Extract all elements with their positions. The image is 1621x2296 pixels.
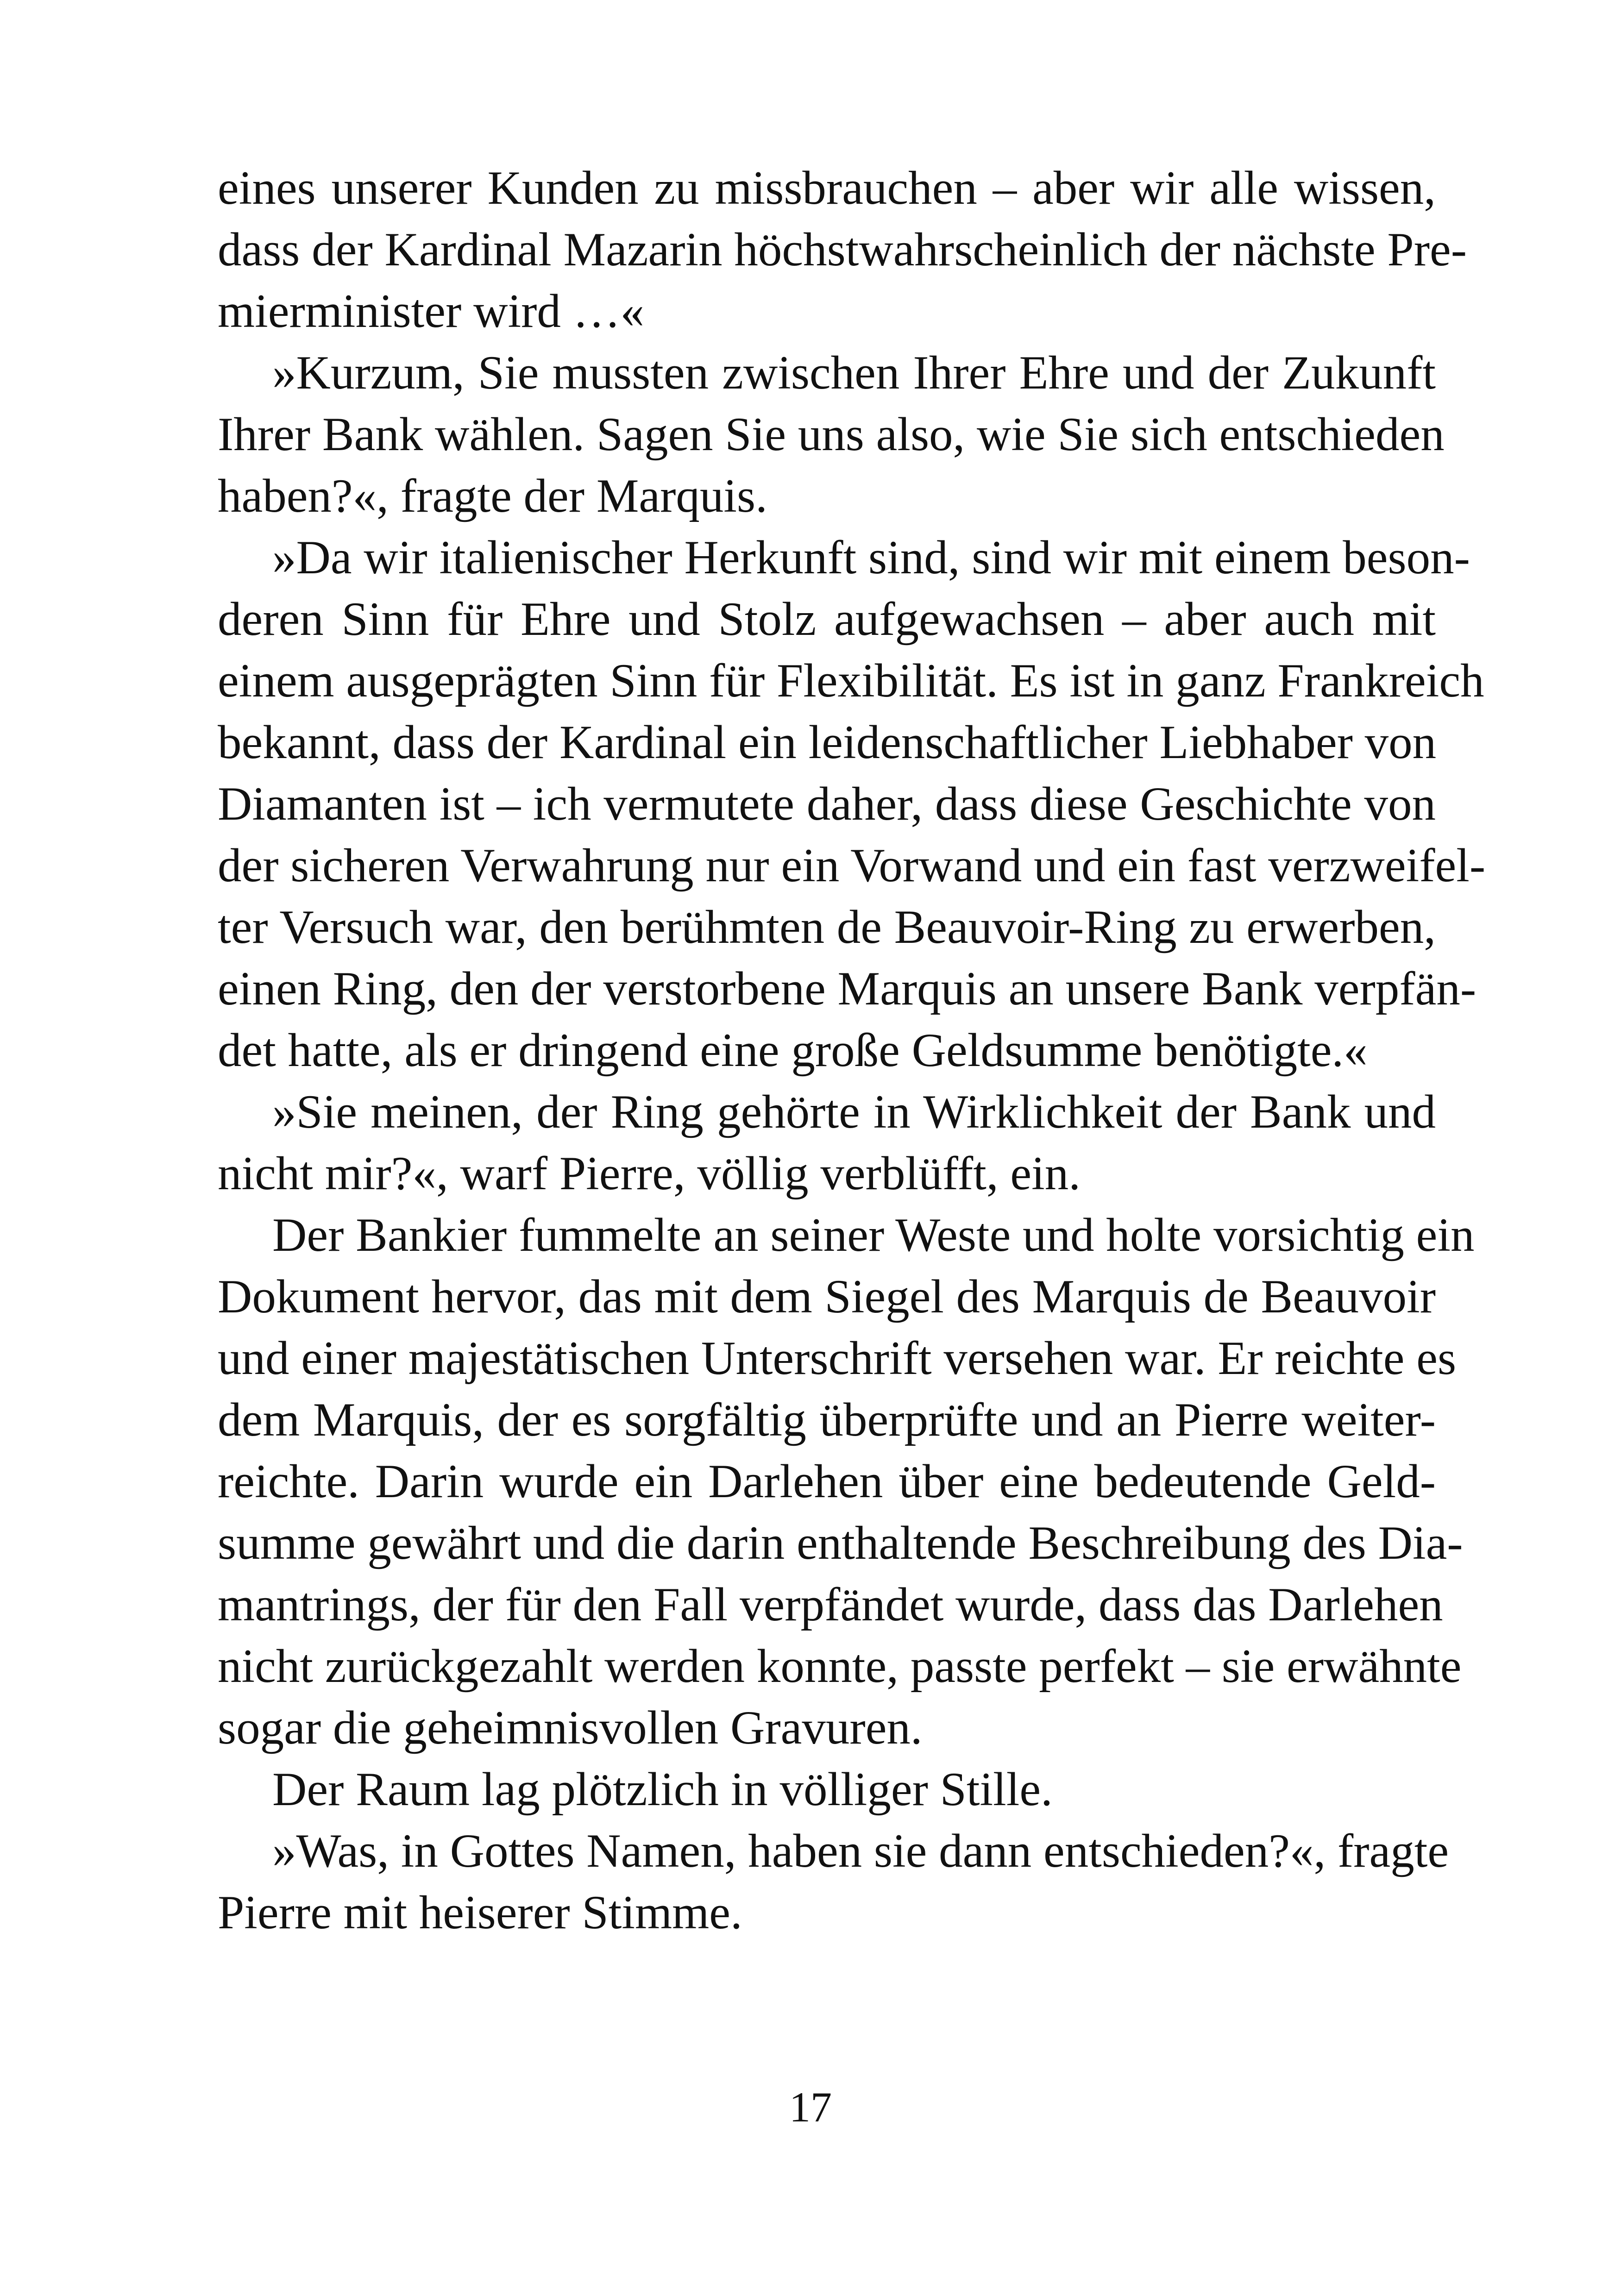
text-line: »Was, in Gottes Namen, haben sie dann entschieden?«, fragte [272, 1825, 1449, 1877]
text-line: mantrings, der für den Fall verpfändet wurde, dass das Darlehen [218, 1578, 1443, 1631]
text-line: der sicheren Verwahrung nur ein Vorwand und ein fast verzweifel- [218, 839, 1486, 892]
text-line: bekannt, dass der Kardinal ein leidenschaftlicher Liebhaber von [218, 716, 1437, 769]
text-line: dem Marquis, der es sorgfältig überprüfte und an Pierre weiter- [218, 1393, 1436, 1446]
text-line: einen Ring, den der verstorbene Marquis an unsere Bank verpfän- [218, 962, 1476, 1015]
text-line: eines unserer Kunden zu missbrauchen – aber wir alle wissen, [218, 162, 1436, 214]
text-line: mierminister wird …« [218, 285, 645, 338]
text-line: »Da wir italienischer Herkunft sind, sind wir mit einem beson- [272, 531, 1470, 584]
text-line: Der Bankier fummelte an seiner Weste und holte vorsichtig ein [272, 1209, 1475, 1261]
text-line: »Kurzum, Sie mussten zwischen Ihrer Ehre und der Zukunft [272, 346, 1436, 399]
text-line: einem ausgeprägten Sinn für Flexibilität. Es ist in ganz Frankreich [218, 654, 1484, 707]
page-number: 17 [789, 2083, 832, 2131]
text-line: Der Raum lag plötzlich in völliger Stille. [272, 1763, 1053, 1816]
text-line: »Sie meinen, der Ring gehörte in Wirklichkeit der Bank und [272, 1085, 1436, 1138]
text-line: haben?«, fragte der Marquis. [218, 470, 767, 522]
text-line: summe gewährt und die darin enthaltende Beschreibung des Dia- [218, 1517, 1463, 1569]
text-line: nicht zurückgezahlt werden konnte, passte perfekt – sie erwähnte [218, 1640, 1462, 1693]
text-line: reichte. Darin wurde ein Darlehen über eine bedeutende Geld- [218, 1455, 1436, 1508]
text-line: dass der Kardinal Mazarin höchstwahrscheinlich der nächste Pre- [218, 223, 1467, 276]
text-line: Pierre mit heiserer Stimme. [218, 1886, 742, 1939]
text-line: Dokument hervor, das mit dem Siegel des Marquis de Beauvoir [218, 1270, 1436, 1323]
text-line: Ihrer Bank wählen. Sagen Sie uns also, wie Sie sich entschieden [218, 408, 1445, 461]
text-line: det hatte, als er dringend eine große Geldsumme benötigte.« [218, 1024, 1368, 1077]
text-line: nicht mir?«, warf Pierre, völlig verblüfft, ein. [218, 1147, 1081, 1200]
text-line: ter Versuch war, den berühmten de Beauvoir-Ring zu erwerben, [218, 901, 1436, 954]
text-line: Diamanten ist – ich vermutete daher, dass diese Geschichte von [218, 778, 1436, 830]
body-text [218, 157, 1486, 1944]
text-line: und einer majestätischen Unterschrift versehen war. Er reichte es [218, 1332, 1457, 1385]
text-line: deren Sinn für Ehre und Stolz aufgewachsen – aber auch mit [218, 593, 1436, 646]
text-line: sogar die geheimnisvollen Gravuren. [218, 1701, 923, 1754]
